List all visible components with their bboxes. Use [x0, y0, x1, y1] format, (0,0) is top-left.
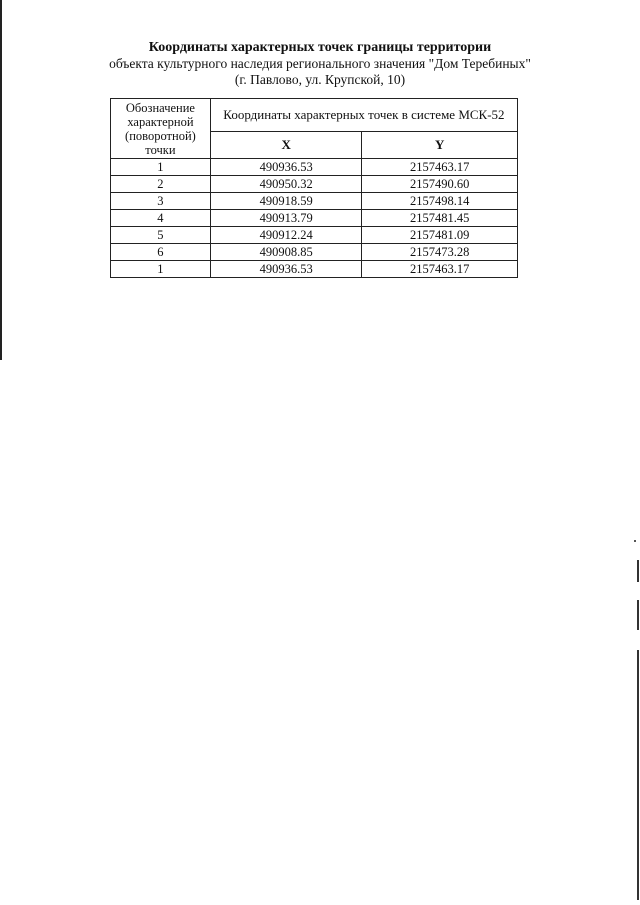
x-coordinate: 490918.59 [210, 193, 362, 210]
table-row [111, 176, 518, 193]
point-number: 1 [111, 159, 211, 176]
scan-edge-right-mark [637, 560, 639, 582]
document-header [0, 40, 640, 88]
table-row [111, 227, 518, 244]
header-x: X [210, 132, 362, 159]
y-coordinate: 2157463.17 [362, 159, 518, 176]
document-title: Координаты характерных точек границы территории [148, 40, 492, 55]
scan-edge-right-mark [637, 600, 639, 630]
header-point-designation: Обозначение характерной (поворотной) точки [111, 99, 211, 159]
x-coordinate: 490908.85 [210, 244, 362, 261]
y-coordinate: 2157463.17 [362, 261, 518, 278]
y-coordinate: 2157481.45 [362, 210, 518, 227]
y-coordinate: 2157498.14 [362, 193, 518, 210]
coordinates-table-body [111, 159, 518, 278]
point-number: 3 [111, 193, 211, 210]
x-coordinate: 490912.24 [210, 227, 362, 244]
y-coordinate: 2157490.60 [362, 176, 518, 193]
scan-edge-right-mark [637, 650, 639, 900]
x-coordinate: 490913.79 [210, 210, 362, 227]
point-number: 5 [111, 227, 211, 244]
x-coordinate: 490950.32 [210, 176, 362, 193]
x-coordinate: 490936.53 [210, 261, 362, 278]
point-number: 1 [111, 261, 211, 278]
table-header-row [111, 99, 518, 132]
header-y: Y [362, 132, 518, 159]
y-coordinate: 2157473.28 [362, 244, 518, 261]
coordinates-table-head [111, 99, 518, 159]
point-number: 6 [111, 244, 211, 261]
document-subtitle-address: (г. Павлово, ул. Крупской, 10) [234, 72, 406, 87]
point-number: 2 [111, 176, 211, 193]
document-subtitle-object: объекта культурного наследия регионального значения "Дом Теребиных" [109, 56, 531, 71]
table-row [111, 159, 518, 176]
point-number: 4 [111, 210, 211, 227]
header-coordinate-system: Координаты характерных точек в системе МСК-52 [210, 99, 517, 132]
table-row [111, 244, 518, 261]
table-row [111, 210, 518, 227]
coordinates-table [110, 98, 518, 278]
table-row [111, 193, 518, 210]
table-row [111, 261, 518, 278]
y-coordinate: 2157481.09 [362, 227, 518, 244]
scan-artifact-dot [634, 540, 636, 542]
x-coordinate: 490936.53 [210, 159, 362, 176]
